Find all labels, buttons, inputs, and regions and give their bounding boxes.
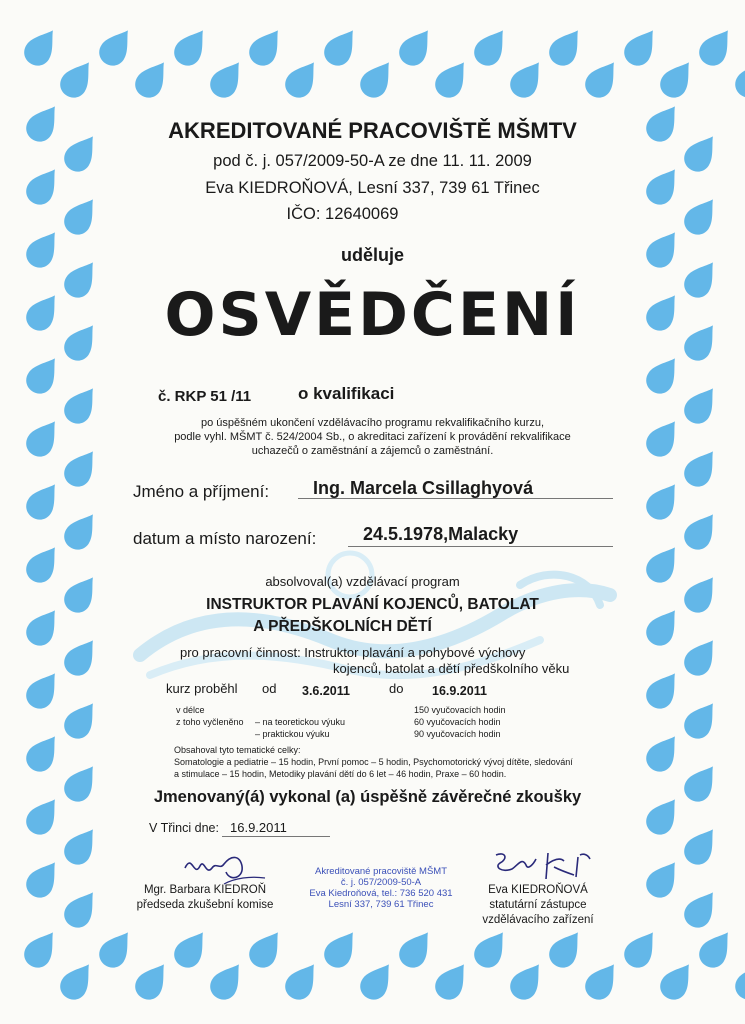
water-drop-icon (641, 666, 686, 714)
activity-line-2: kojenců, batolat a dětí předškolního věku (333, 661, 570, 676)
water-drop-icon (21, 729, 66, 777)
stamp-line-1: Akreditované pracoviště MŠMT (315, 866, 447, 877)
water-drop-icon (21, 666, 66, 714)
water-drop-icon (94, 23, 139, 71)
water-drop-icon (469, 23, 514, 71)
water-drop-icon (280, 55, 325, 103)
length-value: 150 vyučovacích hodin (414, 705, 506, 715)
water-drop-icon (394, 925, 439, 973)
water-drop-icon (280, 957, 325, 1005)
water-drop-icon (694, 925, 739, 973)
water-drop-icon (730, 957, 745, 1005)
water-drop-icon (59, 633, 104, 681)
water-drop-icon (59, 696, 104, 744)
exam-date: 16.9.2011 (230, 820, 287, 835)
water-drop-icon (21, 477, 66, 525)
water-drop-icon (55, 55, 100, 103)
exam-text: Jmenovaný(á) vykonal (a) úspěšně závěrečné zkoušky (153, 788, 582, 806)
length-label: v délce (176, 705, 205, 715)
water-drop-icon (641, 855, 686, 903)
left-signer-role: předseda zkušební komise (136, 899, 274, 911)
water-drop-icon (679, 822, 724, 870)
water-drop-icon (19, 23, 64, 71)
practice-value: 90 vyučovacích hodin (414, 729, 501, 739)
certificate-number: č. RKP 51 /11 (158, 388, 252, 405)
stamp-line-2: č. j. 057/2009-50-A (340, 877, 422, 888)
topics-line-1: Somatologie a pediatrie – 15 hodin, První pomoc – 5 hodin, Psychomotorický vývoj dítěte, sledování (174, 757, 573, 767)
topics-heading: Obsahoval tyto tematické celky: (174, 745, 301, 755)
water-drop-icon (619, 23, 664, 71)
water-drop-icon (55, 957, 100, 1005)
program-title-line-1: INSTRUKTOR PLAVÁNÍ KOJENCŮ, BATOLAT (206, 596, 539, 613)
practice-label: – praktickou výuku (255, 729, 330, 739)
right-signer-name: Eva KIEDROŇOVÁ (488, 884, 588, 896)
water-drop-icon (580, 957, 625, 1005)
water-drop-icon (355, 55, 400, 103)
legal-line-1: po úspěšném ukončení vzdělávacího programu rekvalifikačního kurzu, (200, 417, 545, 429)
water-drop-icon (655, 957, 700, 1005)
grants-label: uděluje (340, 245, 404, 265)
birth-value: 24.5.1978,Malacky (363, 524, 519, 544)
water-drop-icon (679, 507, 724, 555)
issuer-address: Eva KIEDROŇOVÁ, Lesní 337, 739 61 Třinec (205, 179, 540, 197)
water-drop-icon (430, 957, 475, 1005)
water-drop-icon (544, 925, 589, 973)
water-drop-icon (430, 55, 475, 103)
water-drop-icon (641, 729, 686, 777)
water-drop-icon (679, 696, 724, 744)
water-drop-icon (394, 23, 439, 71)
program-title-line-2: A PŘEDŠKOLNÍCH DĚTÍ (253, 618, 432, 635)
exam-date-underline (222, 835, 330, 837)
right-signer-role-2: vzdělávacího zařízení (482, 914, 594, 926)
water-drop-icon (169, 925, 214, 973)
from-date: 3.6.2011 (302, 684, 350, 698)
water-drop-icon (244, 23, 289, 71)
water-drop-icon (319, 925, 364, 973)
water-drop-icon (355, 957, 400, 1005)
water-drop-icon (94, 925, 139, 973)
water-drop-icon (130, 957, 175, 1005)
stamp-line-3: Eva Kiedroňová, tel.: 736 520 431 (309, 888, 453, 899)
to-label: do (389, 681, 404, 696)
name-label: Jméno a příjmení: (133, 482, 270, 501)
water-drop-icon (679, 885, 724, 933)
theory-value: 60 vyučovacích hodin (414, 717, 501, 727)
water-drop-icon (244, 925, 289, 973)
water-drop-icon (544, 23, 589, 71)
left-signer-name: Mgr. Barbara KIEDROŇ (143, 884, 267, 896)
issuer-reference: pod č. j. 057/2009-50-A ze dne 11. 11. 2009 (213, 152, 532, 170)
birth-underline (348, 545, 613, 547)
issuer-ico: IČO: 12640069 (286, 205, 399, 223)
of-which-label: z toho vyčleněno (176, 717, 244, 727)
legal-line-2: podle vyhl. MŠMT č. 524/2004 Sb., o akreditaci zařízení k provádění rekvalifikace (174, 431, 571, 443)
legal-line-3: uchazečů o zaměstnání a zájemců o zaměstnání. (251, 445, 494, 457)
water-drop-icon (169, 23, 214, 71)
water-drop-icon (694, 23, 739, 71)
water-drop-icon (505, 55, 550, 103)
certificate-title: OSVĚDČENÍ (164, 280, 581, 350)
name-value: Ing. Marcela Csillaghyová (313, 478, 534, 498)
water-drop-icon (130, 55, 175, 103)
completed-label: absolvoval(a) vzdělávací program (265, 574, 460, 589)
issuer-title: AKREDITOVANÉ PRACOVIŠTĚ MŠMTV (168, 118, 577, 143)
exam-place-label: V Třinci dne: (149, 821, 219, 835)
water-drop-icon (21, 351, 66, 399)
water-drop-icon (655, 55, 700, 103)
stamp-line-4: Lesní 337, 739 61 Třinec (328, 899, 434, 910)
water-drop-icon (59, 885, 104, 933)
to-date: 16.9.2011 (432, 684, 487, 698)
water-drop-icon (205, 55, 250, 103)
left-signature (180, 848, 270, 888)
water-drop-icon (319, 23, 364, 71)
water-drop-icon (505, 957, 550, 1005)
course-label: kurz proběhl (166, 681, 238, 696)
water-drop-icon (580, 55, 625, 103)
water-drop-icon (205, 957, 250, 1005)
activity-line-1: pro pracovní činnost: Instruktor plavání a pohybové výchovy (180, 645, 526, 660)
right-signer-role-1: statutární zástupce (489, 899, 587, 911)
water-drop-icon (730, 55, 745, 103)
water-drop-icon (469, 925, 514, 973)
water-drop-icon (59, 822, 104, 870)
from-label: od (262, 681, 277, 696)
water-drop-icon (19, 925, 64, 973)
water-drop-icon (641, 477, 686, 525)
right-signature (488, 845, 598, 885)
topics-line-2: a stimulace – 15 hodin, Metodiky plavání dětí do 6 let – 46 hodin, Praxe – 60 hodin. (174, 769, 507, 779)
water-drop-icon (59, 507, 104, 555)
water-drop-icon (641, 351, 686, 399)
water-drop-icon (21, 855, 66, 903)
theory-label: – na teoretickou výuku (255, 717, 346, 727)
birth-label: datum a místo narození: (133, 529, 317, 548)
water-drop-icon (619, 925, 664, 973)
qualification-label: o kvalifikaci (298, 384, 395, 403)
water-drop-icon (679, 633, 724, 681)
